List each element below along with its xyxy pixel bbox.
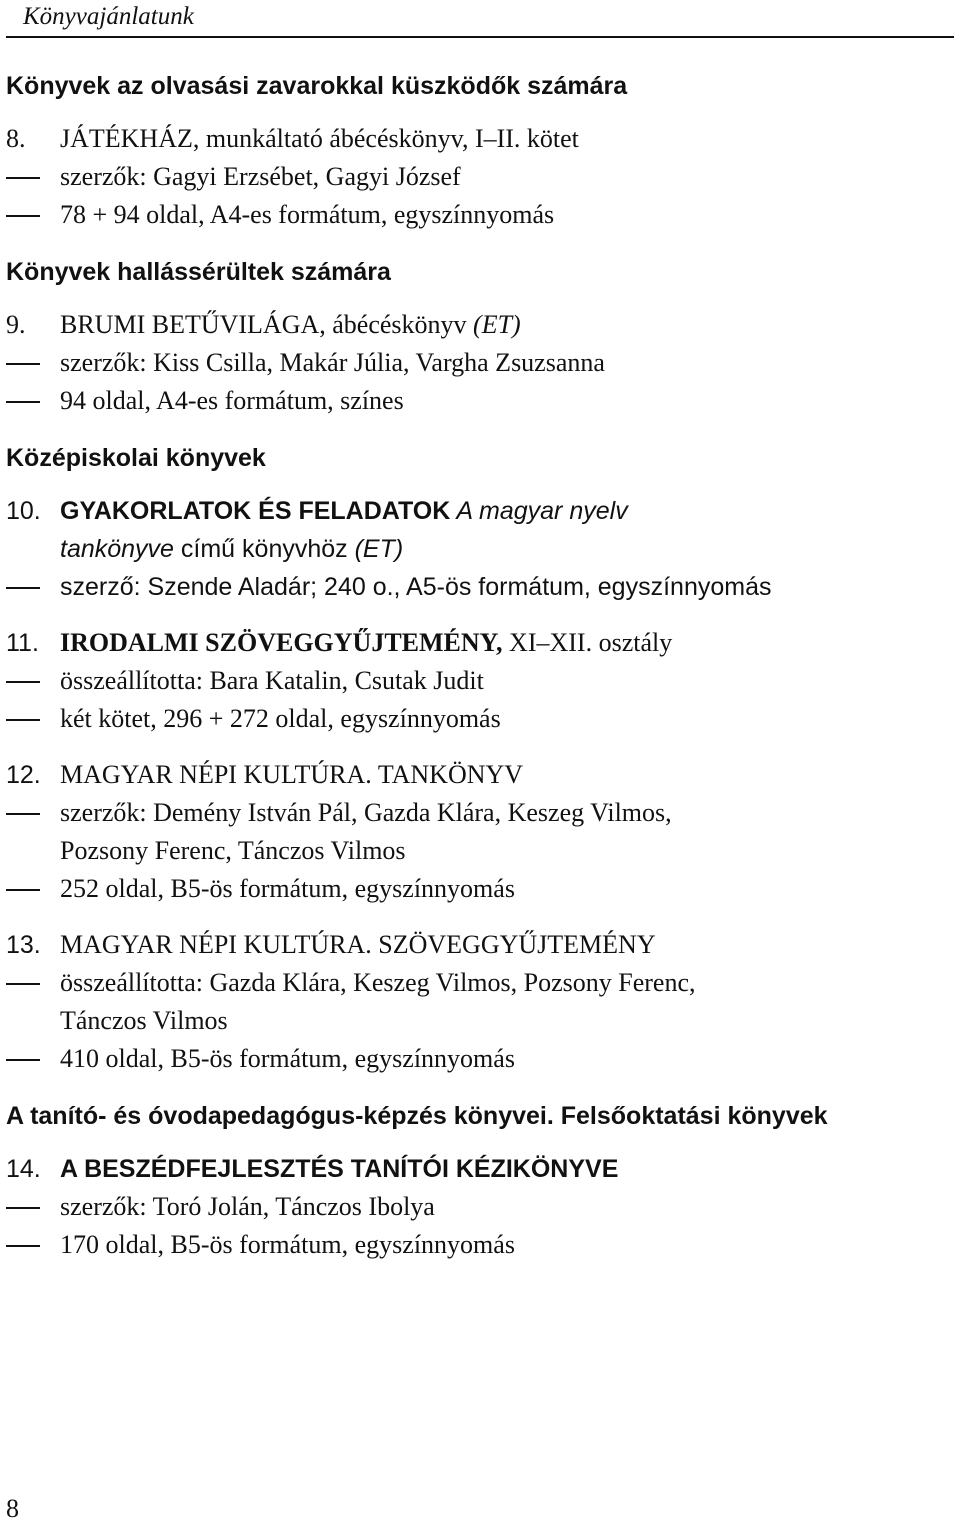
book-entry-14: [6, 1150, 950, 1264]
entry-tag: (ET): [473, 310, 521, 339]
entry-authors: szerzők: Toró Jolán, Tánczos Ibolya: [60, 1192, 435, 1221]
dash-bullet: [6, 363, 40, 365]
entry-details: 170 oldal, B5-ös formátum, egyszínnyomás: [60, 1230, 515, 1259]
book-entry-12: [6, 756, 950, 908]
entry-authors-continued: Tánczos Vilmos: [60, 1006, 228, 1035]
section-heading-reading-difficulties: Könyvek az olvasási zavarokkal küszködők számára: [6, 72, 628, 100]
dash-bullet: [6, 215, 40, 217]
entry-number: 11.: [6, 629, 39, 657]
dash-bullet: [6, 1207, 40, 1209]
entry-number: 8.: [6, 124, 26, 153]
book-entry-10: [6, 492, 950, 606]
entry-number: 10.: [6, 497, 41, 525]
entry-authors-line: [6, 964, 950, 1002]
dash-bullet: [6, 681, 40, 683]
entry-subtitle: XI–XII. osztály: [502, 628, 673, 657]
entry-title-line: [6, 492, 950, 530]
entry-title: MAGYAR NÉPI KULTÚRA. TANKÖNYV: [60, 760, 524, 789]
book-list: [6, 66, 950, 1282]
entry-details: 78 + 94 oldal, A4-es formátum, egyszínnyomás: [60, 200, 555, 229]
entry-details-line: [6, 568, 950, 606]
entry-authors: szerzők: Kiss Csilla, Makár Júlia, Vargha Zsuzsanna: [60, 348, 605, 377]
entry-title-line: [6, 926, 950, 964]
section-heading-secondary-school: Középiskolai könyvek: [6, 444, 266, 472]
entry-number: 9.: [6, 310, 26, 339]
dash-bullet: [6, 1245, 40, 1247]
entry-authors: szerzők: Gagyi Erzsébet, Gagyi József: [60, 162, 461, 191]
entry-details-line: [6, 382, 950, 420]
entry-authors-line: [6, 662, 950, 700]
entry-title: IRODALMI SZÖVEGGYŰJTEMÉNY,: [60, 628, 503, 657]
entry-number: 12.: [6, 761, 41, 789]
page-header: [6, 0, 954, 38]
book-entry-13: [6, 926, 950, 1078]
entry-title-line: [6, 120, 950, 158]
book-entry-8: [6, 120, 950, 234]
entry-authors-line-2: [6, 1002, 950, 1040]
header-title: Könyvajánlatunk: [23, 3, 194, 30]
dash-bullet: [6, 813, 40, 815]
entry-number: 13.: [6, 931, 41, 959]
entry-details: 252 oldal, B5-ös formátum, egyszínnyomás: [60, 874, 515, 903]
dash-bullet: [6, 401, 40, 403]
page-number: 8: [6, 1494, 19, 1523]
entry-title: GYAKORLATOK ÉS FELADATOK: [60, 497, 451, 525]
entry-title: JÁTÉKHÁZ,: [60, 124, 200, 153]
dash-bullet: [6, 1059, 40, 1061]
entry-title: A BESZÉDFEJLESZTÉS TANÍTÓI KÉZIKÖNYVE: [60, 1155, 619, 1183]
section-heading-teacher-training: A tanító- és óvodapedagógus-képzés könyvei. Felsőoktatási könyvek: [6, 1102, 828, 1130]
entry-authors: összeállította: Gazda Klára, Keszeg Vilmos, Pozsony Ferenc,: [60, 968, 696, 997]
entry-reference-a: A magyar nyelv: [450, 497, 628, 525]
entry-details-line: [6, 1040, 950, 1078]
entry-details: szerző: Szende Aladár; 240 o., A5-ös formátum, egyszínnyomás: [60, 573, 772, 601]
entry-details: 94 oldal, A4-es formátum, színes: [60, 386, 404, 415]
entry-details-line: [6, 1226, 950, 1264]
entry-details-line: [6, 700, 950, 738]
entry-reference-b: tankönyve: [60, 535, 174, 563]
entry-authors-continued: Pozsony Ferenc, Tánczos Vilmos: [60, 836, 406, 865]
entry-subtitle: ábécéskönyv: [325, 310, 474, 339]
entry-details-line: [6, 196, 950, 234]
entry-title-line: [6, 756, 950, 794]
entry-tag: (ET): [354, 535, 404, 563]
entry-authors-line: [6, 344, 950, 382]
entry-subtitle: munkáltató ábécéskönyv, I–II. kötet: [199, 124, 579, 153]
book-entry-9: [6, 306, 950, 420]
entry-details: 410 oldal, B5-ös formátum, egyszínnyomás: [60, 1044, 515, 1073]
section-heading-hearing-impaired: Könyvek hallássérültek számára: [6, 258, 391, 286]
entry-authors-line-2: [6, 832, 950, 870]
entry-authors: összeállította: Bara Katalin, Csutak Judit: [60, 666, 484, 695]
entry-title-line: [6, 624, 950, 662]
entry-title-line-2: [6, 530, 950, 568]
entry-authors: szerzők: Demény István Pál, Gazda Klára, Keszeg Vilmos,: [60, 798, 672, 827]
dash-bullet: [6, 983, 40, 985]
entry-title-line: [6, 306, 950, 344]
dash-bullet: [6, 587, 40, 589]
book-entry-11: [6, 624, 950, 738]
entry-details-line: [6, 870, 950, 908]
dash-bullet: [6, 177, 40, 179]
entry-authors-line: [6, 794, 950, 832]
entry-title: MAGYAR NÉPI KULTÚRA. SZÖVEGGYŰJTEMÉNY: [60, 930, 656, 959]
entry-subtitle: című könyvhöz: [173, 535, 355, 563]
dash-bullet: [6, 889, 40, 891]
dash-bullet: [6, 719, 40, 721]
entry-authors-line: [6, 1188, 950, 1226]
entry-title: BRUMI BETŰVILÁGA,: [60, 310, 326, 339]
entry-details: két kötet, 296 + 272 oldal, egyszínnyomás: [60, 704, 501, 733]
entry-number: 14.: [6, 1155, 41, 1183]
entry-title-line: [6, 1150, 950, 1188]
entry-authors-line: [6, 158, 950, 196]
